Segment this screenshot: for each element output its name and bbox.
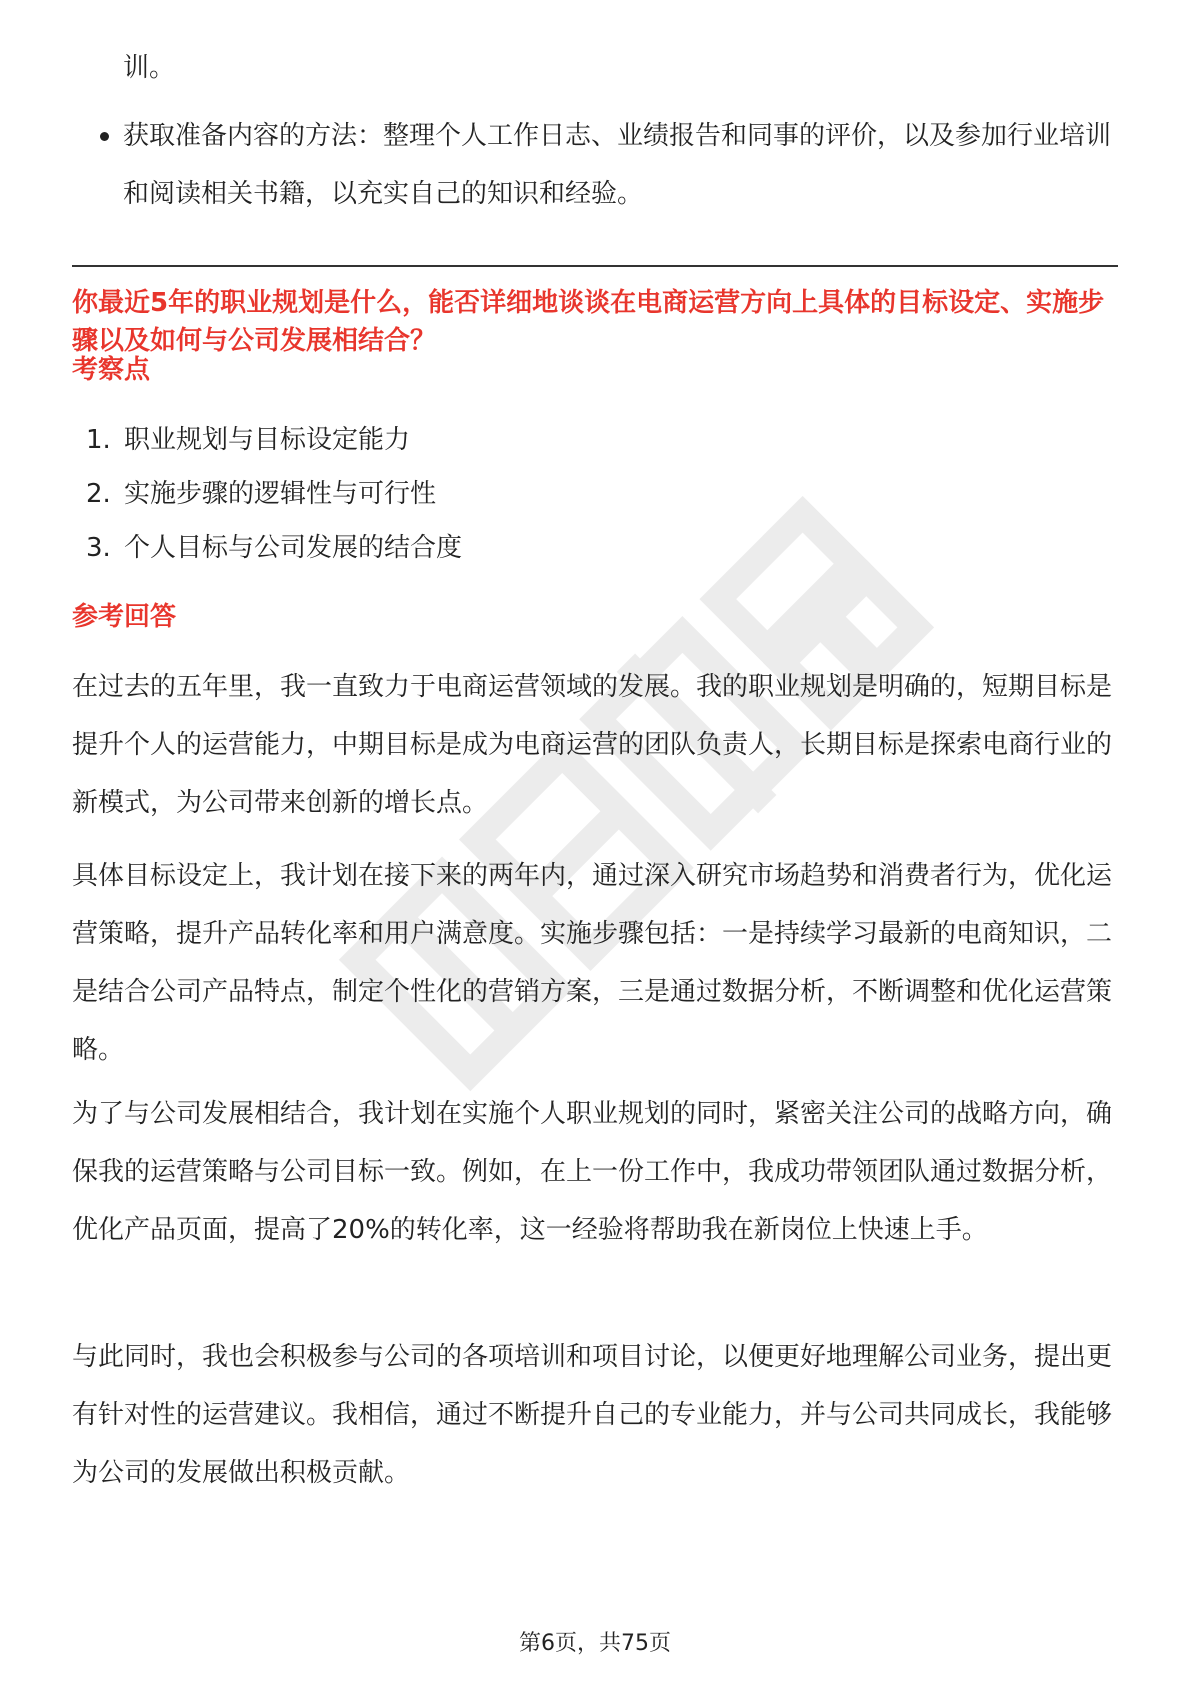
assessment-item-number: 2. [86,479,111,509]
page-number: 第6页，共75页 [519,1631,671,1656]
answer-paragraph: 为了与公司发展相结合，我计划在实施个人职业规划的同时，紧密关注公司的战略方向，确保我的运营策略与公司目标一致。例如，在上一份工作中，我成功带领团队通过数据分析，优化产品页面，提高了20%的转化率，这一经验将帮助我在新岗位上快速上手。 [72,1099,1113,1245]
assessment-item-text: 实施步骤的逻辑性与可行性 [124,479,437,509]
bullet-dot-icon [100,132,109,141]
section-divider [72,265,1118,267]
assessment-item [86,474,436,514]
assessment-item-number: 3. [86,533,111,563]
continued-text: 训。 [123,53,176,83]
answer-heading: 参考回答 [72,602,177,632]
bullet-item [100,107,1130,223]
assessment-item-text: 职业规划与目标设定能力 [124,425,411,455]
assessment-item [86,420,410,460]
answer-paragraph: 在过去的五年里，我一直致力于电商运营领域的发展。我的职业规划是明确的，短期目标是提升个人的运营能力，中期目标是成为电商运营的团队负责人，长期目标是探索电商行业的新模式，为公司带来创新的增长点。 [72,672,1113,818]
assessment-item [86,528,462,568]
assessment-item-number: 1. [86,425,111,455]
answer-paragraph: 与此同时，我也会积极参与公司的各项培训和项目讨论，以便更好地理解公司业务，提出更有针对性的运营建议。我相信，通过不断提升自己的专业能力，并与公司共同成长，我能够为公司的发展做出积极贡献。 [72,1342,1113,1488]
answer-paragraph: 具体目标设定上，我计划在接下来的两年内，通过深入研究市场趋势和消费者行为，优化运营策略，提升产品转化率和用户满意度。实施步骤包括：一是持续学习最新的电商知识，二是结合公司产品特点，制定个性化的营销方案，三是通过数据分析，不断调整和优化运营策略。 [72,861,1113,1065]
assessment-item-text: 个人目标与公司发展的结合度 [124,533,463,563]
question-title: 你最近5年的职业规划是什么，能否详细地谈谈在电商运营方向上具体的目标设定、实施步骤以及如何与公司发展相结合？ [72,288,1105,356]
bullet-text: 获取准备内容的方法：整理个人工作日志、业绩报告和同事的评价，以及参加行业培训和阅读相关书籍，以充实自己的知识和经验。 [123,121,1112,209]
assessment-heading: 考察点 [72,355,151,385]
